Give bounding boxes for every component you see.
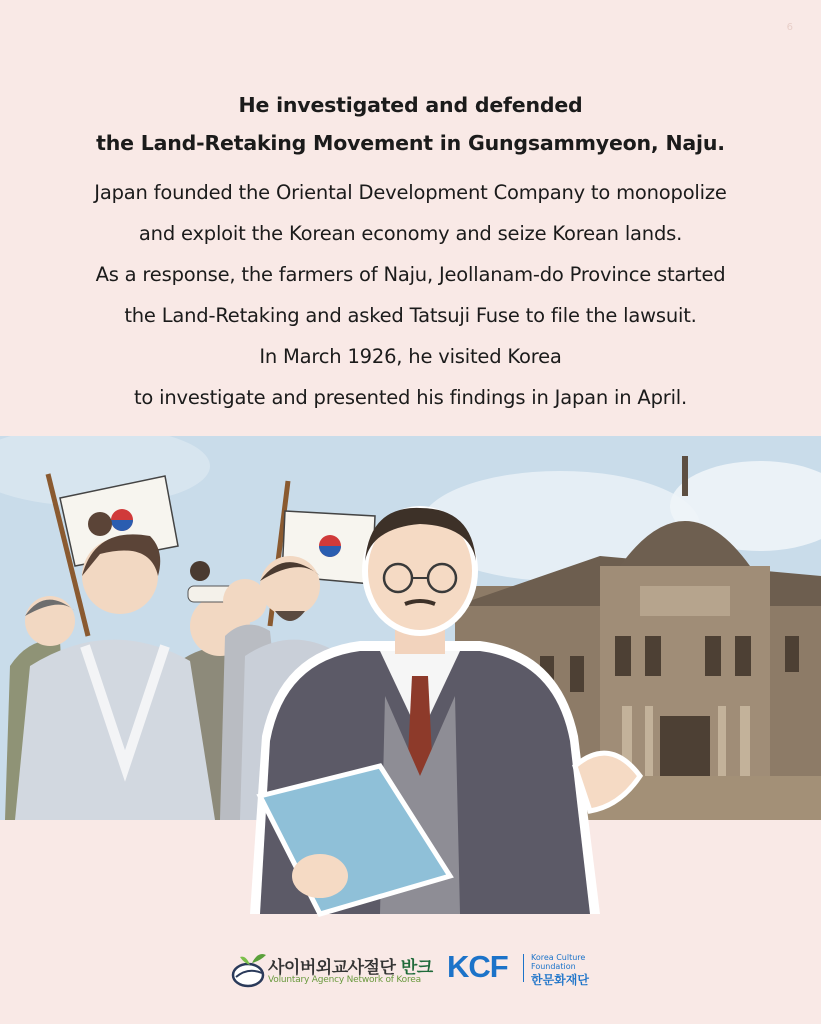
- kcf-english-name: Korea Culture Foundation: [531, 953, 586, 971]
- heading-line: the Land-Retaking Movement in Gungsammyeon, Naju.: [96, 131, 725, 155]
- vank-globe-icon: [230, 949, 270, 989]
- footer: [0, 945, 821, 995]
- section-heading: [0, 86, 821, 162]
- body-line: Japan founded the Oriental Development Company to monopolize: [94, 181, 727, 204]
- page-number: 6: [786, 22, 793, 33]
- body-line: and exploit the Korean economy and seize Korean lands.: [138, 222, 683, 245]
- vank-english-name: Voluntary Agency Network of Korea: [268, 975, 421, 985]
- kcf-divider: [523, 954, 524, 982]
- body-line: to investigate and presented his findings in Japan in April.: [133, 386, 688, 409]
- illustration: [0, 436, 821, 922]
- kcf-wordmark: KCF: [447, 949, 508, 984]
- kcf-korean-name: 한문화재단: [531, 973, 589, 987]
- vank-korean-name: 사이버외교사절단 반크: [268, 958, 433, 978]
- vank-logo: [230, 945, 433, 991]
- body-line: the Land-Retaking and asked Tatsuji Fuse to file the lawsuit.: [124, 304, 697, 327]
- kcf-logo: [447, 945, 607, 991]
- body-line: In March 1926, he visited Korea: [259, 345, 562, 368]
- body-line: As a response, the farmers of Naju, Jeollanam-do Province started: [95, 263, 726, 286]
- body-paragraph: [0, 172, 821, 418]
- heading-line: He investigated and defended: [238, 93, 583, 117]
